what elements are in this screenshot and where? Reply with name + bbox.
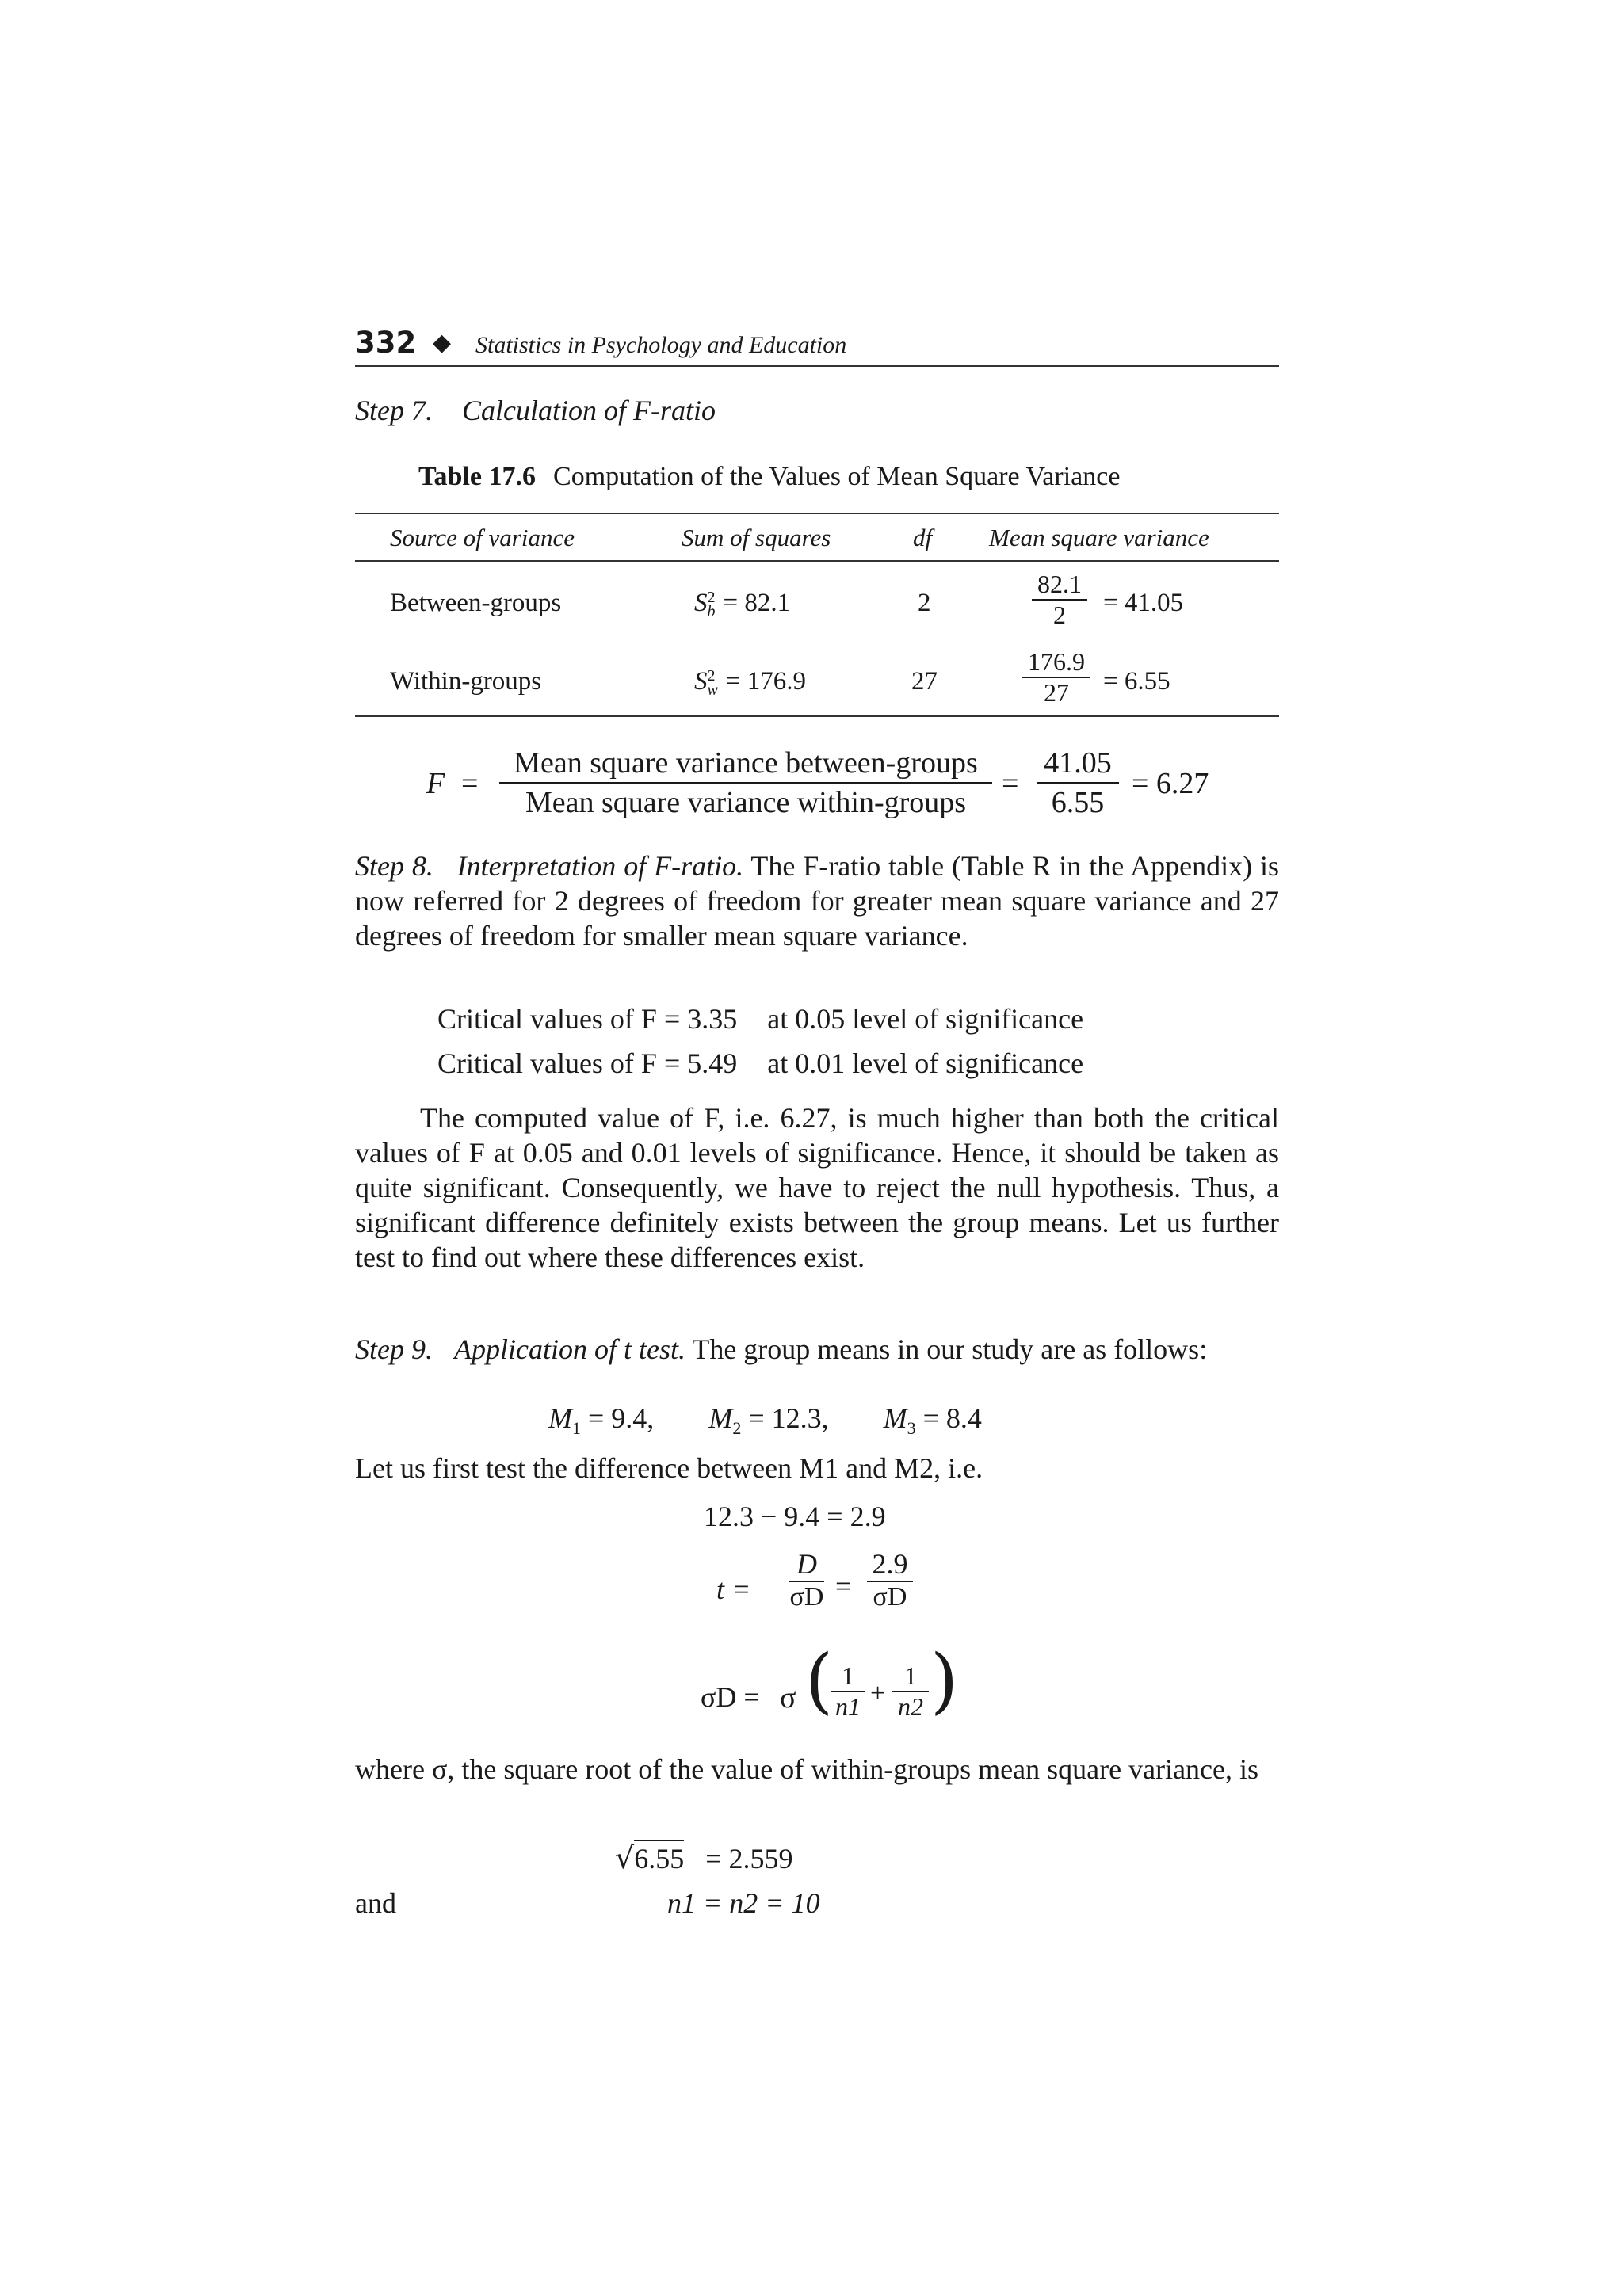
group-means [548, 1402, 982, 1439]
col-header-df: df [913, 524, 933, 551]
f-fraction-values: 41.05 6.55 [1037, 744, 1119, 822]
sqrt-expression: √6.55 = 2.559 [615, 1840, 793, 1875]
critical-value-005: Critical values of F = 3.35 at 0.05 level of significance [437, 1003, 1084, 1035]
table-row-2-source: Within-groups [390, 667, 542, 696]
first-test-line: Let us first test the difference between M1 and M2, i.e. [355, 1452, 983, 1484]
sigma-d-fraction-1: 1 n1 [831, 1661, 865, 1722]
f-eq2: = [1002, 767, 1019, 800]
table-row-2-ms-result: = 6.55 [1103, 667, 1170, 696]
sample-size-equation: n1 = n2 = 10 [667, 1887, 820, 1919]
f-result: = 6.27 [1132, 767, 1209, 800]
mean-2: $M_2 = 12.3$, [708, 1402, 829, 1439]
t-eq: = [835, 1570, 852, 1602]
critical-value-001: Critical values of F = 5.49 at 0.01 level of significance [437, 1047, 1084, 1079]
table-row-1-ms-result: = 41.05 [1103, 589, 1184, 617]
diamond-icon: ◆ [433, 329, 452, 357]
left-paren: ( [805, 1639, 834, 1722]
col-header-ss: Sum of squares [682, 524, 831, 551]
table-row-1-source: Between-groups [390, 589, 562, 617]
t-fraction-2: 2.9 σD [867, 1547, 913, 1612]
table-row-2-ms-fraction: 176.9 27 [1022, 647, 1090, 707]
difference-equation: 12.3 − 9.4 = 2.9 [704, 1501, 886, 1532]
page-number: 332 [355, 326, 417, 360]
table-top-rule [355, 513, 1279, 514]
table-row-1-ms-fraction: 82.1 2 [1032, 570, 1087, 630]
table-row-2-ss: S 2 w = 176.9 [694, 667, 806, 700]
table-caption-text: Computation of the Values of Mean Square Variance [553, 462, 1121, 491]
running-title: Statistics in Psychology and Education [475, 332, 847, 358]
f-eq: = [461, 767, 479, 800]
table-row-2-df: 27 [911, 667, 938, 696]
and-label: and [355, 1887, 396, 1919]
table-header-rule [355, 560, 1279, 562]
mean-1: $M_1 = 9.4$, [548, 1402, 655, 1439]
table-row-1-ss: S 2 b = 82.1 [694, 589, 791, 621]
f-lhs: F [426, 767, 445, 800]
col-header-ms: Mean square variance [989, 524, 1209, 551]
plus-sign: + [870, 1679, 886, 1708]
sigma-symbol: σ [780, 1681, 796, 1714]
step8-conclusion: The computed value of F, i.e. 6.27, is much higher than both the critical values of F at 0.05 and 0.01 levels of significance. Hence, it should be taken as quite significant. Consequently, we have to reject the null hypothesis. Thus, a significant difference definitely exists between the group means. Let us further test to find out where these differences exist. [355, 1102, 1279, 1273]
page-header [355, 321, 1279, 367]
sigma-d-lhs: σD = [701, 1681, 760, 1713]
step9-paragraph: Step 9. Application of t test. The group means in our study are as follows: [355, 1333, 1208, 1365]
table-label: Table 17.6 [418, 462, 537, 491]
t-lhs: t = [716, 1573, 751, 1605]
sigma-d-fraction-2: 1 n2 [892, 1661, 929, 1722]
mean-3: $M_3 = 8.4$ [883, 1402, 982, 1439]
step8-paragraph: Step 8. Interpretation of F-ratio. The F-ratio table (Table R in the Appendix) is now referred for 2 degrees of freedom for greater mean square variance and 27 degrees of freedom for smaller mean square variance. [355, 850, 1280, 952]
table-row-1-df: 2 [918, 589, 931, 617]
f-fraction-words: Mean square variance between-groups Mean square variance within-groups [499, 744, 992, 822]
table-caption [418, 462, 1120, 492]
step7-heading: Step 7. Calculation of F-ratio [355, 395, 716, 426]
where-sigma-paragraph: where σ, the square root of the value of within-groups mean square variance, is [355, 1753, 1259, 1785]
table-bottom-rule [355, 715, 1279, 717]
col-header-source: Source of variance [390, 524, 575, 551]
right-paren: ) [930, 1639, 959, 1722]
t-fraction-1: D σD [789, 1548, 824, 1611]
